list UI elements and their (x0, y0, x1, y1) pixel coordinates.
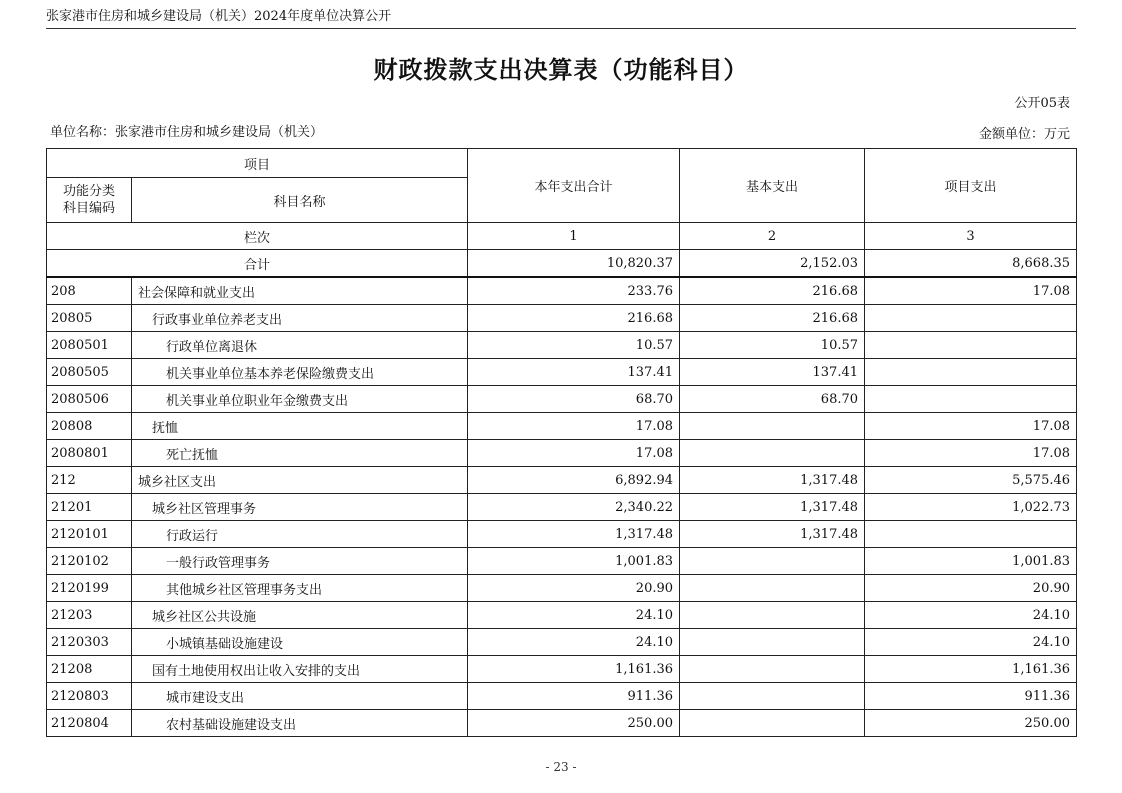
row-total: 216.68 (468, 305, 680, 332)
row-basic (680, 440, 865, 467)
row-basic (680, 629, 865, 656)
row-project: 250.00 (865, 710, 1077, 737)
row-basic (680, 548, 865, 575)
row-basic: 216.68 (680, 305, 865, 332)
row-code: 21201 (47, 494, 132, 521)
row-code: 2080801 (47, 440, 132, 467)
row-project: 1,022.73 (865, 494, 1077, 521)
row-project (865, 332, 1077, 359)
header-name: 科目名称 (132, 178, 468, 223)
table-row (47, 548, 1077, 575)
index-row (47, 223, 1077, 250)
row-project (865, 521, 1077, 548)
row-total: 2,340.22 (468, 494, 680, 521)
row-code: 2120199 (47, 575, 132, 602)
table-row (47, 467, 1077, 494)
row-project: 5,575.46 (865, 467, 1077, 494)
row-code: 20805 (47, 305, 132, 332)
header-basic: 基本支出 (680, 149, 865, 223)
row-name: 城乡社区管理事务 (132, 494, 468, 521)
budget-table (46, 148, 1077, 737)
table-row (47, 494, 1077, 521)
row-total: 1,317.48 (468, 521, 680, 548)
row-project: 17.08 (865, 440, 1077, 467)
row-name: 农村基础设施建设支出 (132, 710, 468, 737)
row-name: 城市建设支出 (132, 683, 468, 710)
header-item: 项目 (47, 149, 468, 178)
row-project: 17.08 (865, 277, 1077, 305)
row-total: 137.41 (468, 359, 680, 386)
row-total: 911.36 (468, 683, 680, 710)
row-code: 2120804 (47, 710, 132, 737)
row-code: 2120303 (47, 629, 132, 656)
row-total: 17.08 (468, 440, 680, 467)
row-total: 24.10 (468, 602, 680, 629)
row-total: 250.00 (468, 710, 680, 737)
row-name: 其他城乡社区管理事务支出 (132, 575, 468, 602)
total-sum: 10,820.37 (468, 250, 680, 278)
index-label: 栏次 (47, 223, 468, 250)
amount-unit: 金额单位：万元 (978, 127, 1070, 142)
row-basic: 68.70 (680, 386, 865, 413)
row-project: 20.90 (865, 575, 1077, 602)
row-total: 1,001.83 (468, 548, 680, 575)
row-code: 2080506 (47, 386, 132, 413)
row-project: 17.08 (865, 413, 1077, 440)
row-basic (680, 656, 865, 683)
row-code: 21203 (47, 602, 132, 629)
row-name: 一般行政管理事务 (132, 548, 468, 575)
header-code (47, 178, 132, 223)
table-row (47, 277, 1077, 305)
form-number: 公开05表 (1014, 96, 1070, 111)
row-code: 21208 (47, 656, 132, 683)
total-project: 8,668.35 (865, 250, 1077, 278)
row-basic: 137.41 (680, 359, 865, 386)
table-row (47, 413, 1077, 440)
row-basic (680, 683, 865, 710)
row-name: 国有土地使用权出让收入安排的支出 (132, 656, 468, 683)
row-total: 24.10 (468, 629, 680, 656)
unit-name: 单位名称：张家港市住房和城乡建设局（机关） (50, 125, 324, 140)
table-row (47, 710, 1077, 737)
row-name: 城乡社区公共设施 (132, 602, 468, 629)
row-code: 212 (47, 467, 132, 494)
table-row (47, 575, 1077, 602)
row-basic: 10.57 (680, 332, 865, 359)
header-code-line2: 科目编码 (62, 201, 115, 216)
row-basic (680, 710, 865, 737)
header-code-line1: 功能分类 (62, 184, 115, 199)
header-project: 项目支出 (865, 149, 1077, 223)
row-basic (680, 413, 865, 440)
row-basic: 216.68 (680, 277, 865, 305)
row-project: 1,001.83 (865, 548, 1077, 575)
index-3: 3 (865, 223, 1077, 250)
total-label: 合计 (47, 250, 468, 278)
table-row (47, 386, 1077, 413)
row-basic: 1,317.48 (680, 521, 865, 548)
header-row-1 (47, 149, 1077, 178)
row-project: 24.10 (865, 602, 1077, 629)
row-name: 机关事业单位职业年金缴费支出 (132, 386, 468, 413)
row-name: 行政单位离退休 (132, 332, 468, 359)
row-name: 小城镇基础设施建设 (132, 629, 468, 656)
row-project: 911.36 (865, 683, 1077, 710)
row-total: 68.70 (468, 386, 680, 413)
row-name: 城乡社区支出 (132, 467, 468, 494)
row-project (865, 359, 1077, 386)
row-project: 1,161.36 (865, 656, 1077, 683)
row-code: 20808 (47, 413, 132, 440)
row-basic: 1,317.48 (680, 494, 865, 521)
row-name: 抚恤 (132, 413, 468, 440)
table-row (47, 656, 1077, 683)
index-2: 2 (680, 223, 865, 250)
table-row (47, 359, 1077, 386)
row-basic (680, 602, 865, 629)
header-total: 本年支出合计 (468, 149, 680, 223)
table-row (47, 629, 1077, 656)
row-project (865, 386, 1077, 413)
table-row (47, 683, 1077, 710)
row-project (865, 305, 1077, 332)
row-total: 1,161.36 (468, 656, 680, 683)
row-total: 6,892.94 (468, 467, 680, 494)
row-total: 10.57 (468, 332, 680, 359)
row-code: 2120102 (47, 548, 132, 575)
total-row (47, 250, 1077, 278)
row-code: 2120101 (47, 521, 132, 548)
document-header: 张家港市住房和城乡建设局（机关）2024年度单位决算公开 (46, 8, 1076, 29)
row-code: 2120803 (47, 683, 132, 710)
row-basic: 1,317.48 (680, 467, 865, 494)
table-row (47, 440, 1077, 467)
page-number: - 23 - (545, 760, 577, 774)
row-name: 机关事业单位基本养老保险缴费支出 (132, 359, 468, 386)
row-name: 社会保障和就业支出 (132, 277, 468, 305)
total-basic: 2,152.03 (680, 250, 865, 278)
row-code: 2080505 (47, 359, 132, 386)
row-code: 2080501 (47, 332, 132, 359)
row-name: 死亡抚恤 (132, 440, 468, 467)
table-row (47, 521, 1077, 548)
row-total: 233.76 (468, 277, 680, 305)
table-row (47, 305, 1077, 332)
row-total: 20.90 (468, 575, 680, 602)
row-name: 行政事业单位养老支出 (132, 305, 468, 332)
row-basic (680, 575, 865, 602)
index-1: 1 (468, 223, 680, 250)
page-title: 财政拨款支出决算表（功能科目） (373, 56, 749, 84)
table-row (47, 332, 1077, 359)
table-row (47, 602, 1077, 629)
row-code: 208 (47, 277, 132, 305)
row-total: 17.08 (468, 413, 680, 440)
row-name: 行政运行 (132, 521, 468, 548)
row-project: 24.10 (865, 629, 1077, 656)
